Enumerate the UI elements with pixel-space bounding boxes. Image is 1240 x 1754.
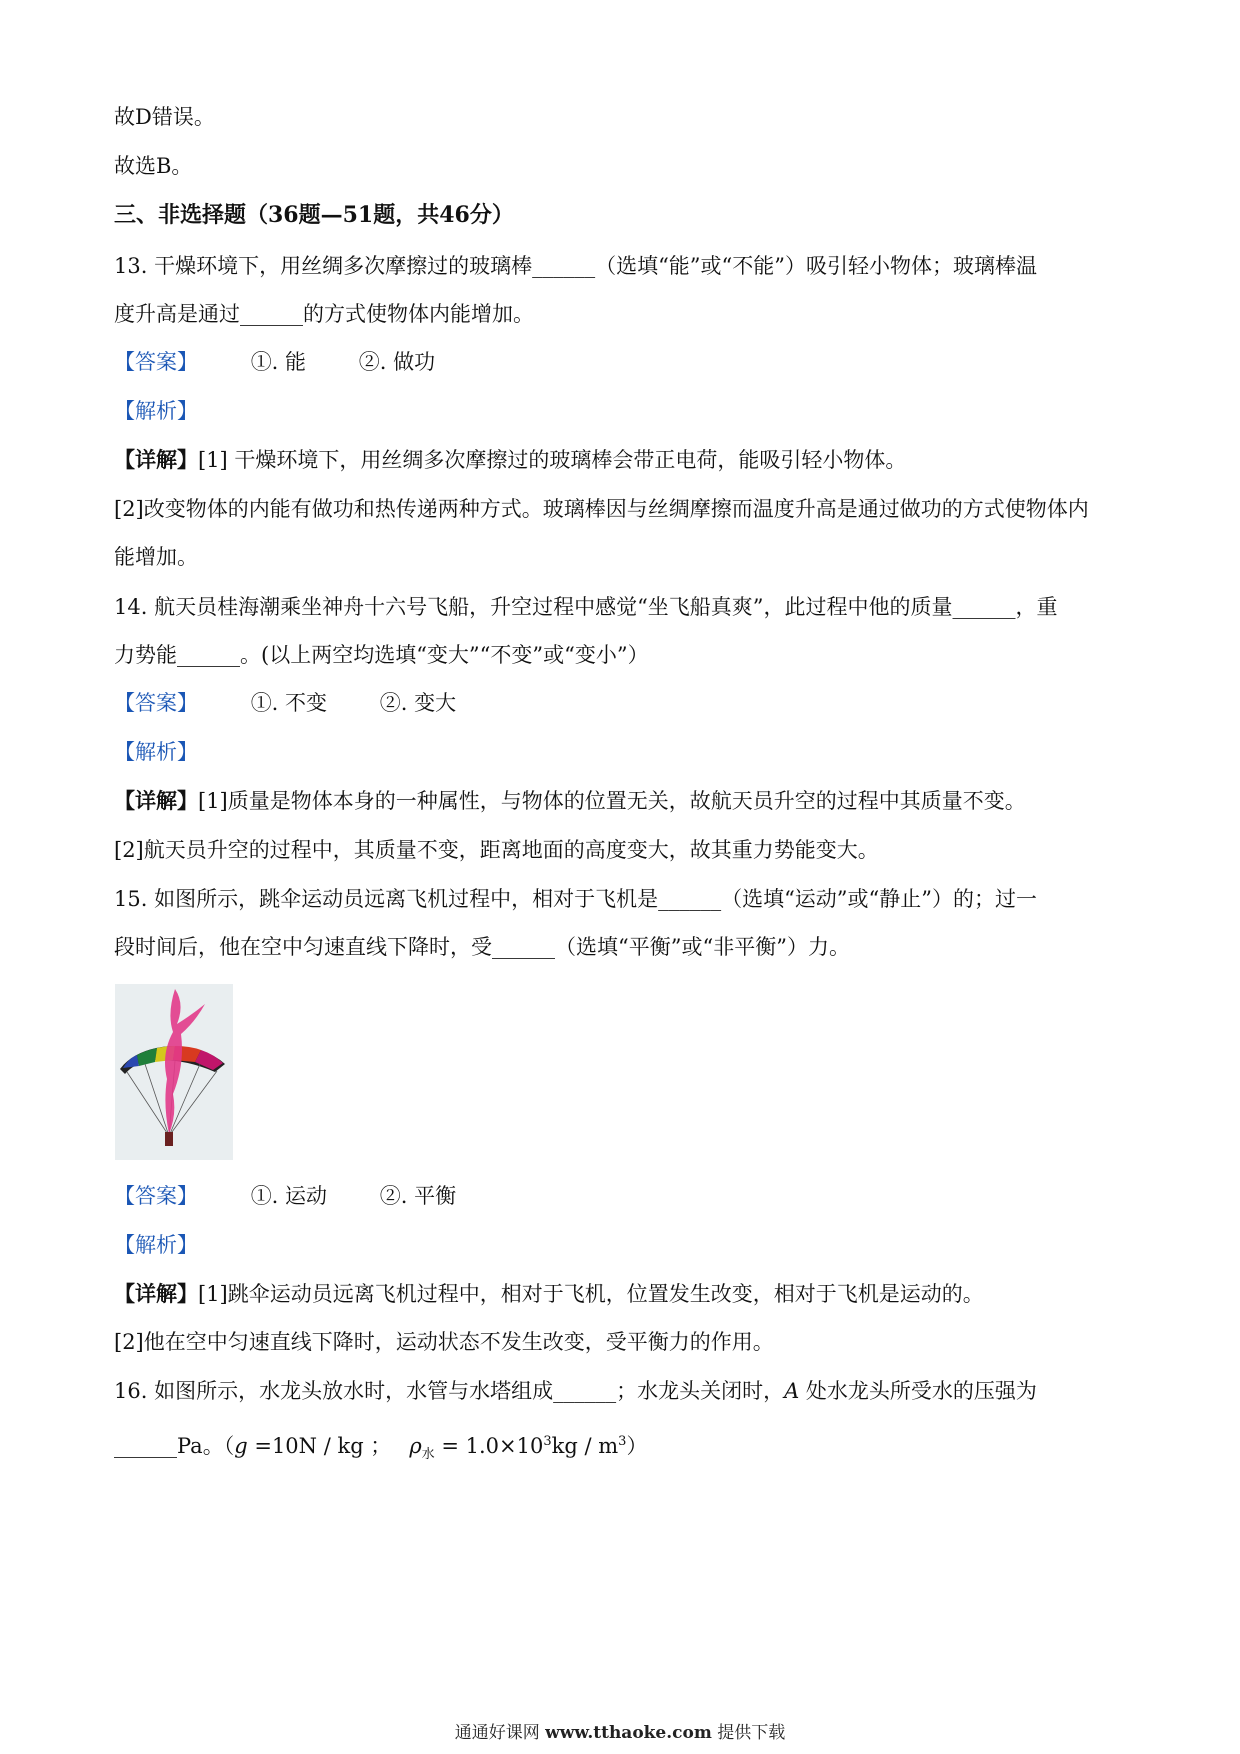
question-14-line-2: 力势能______。(以上两空均选填“变大”“不变”或“变小”） <box>114 643 649 667</box>
detail-text: [1]跳伞运动员远离飞机过程中，相对于飞机，位置发生改变，相对于飞机是运动的。 <box>198 1282 984 1306</box>
question-13-line-1: 13. 干燥环境下，用丝绸多次摩擦过的玻璃棒______（选填“能”或“不能”）吸引轻小物体；玻璃棒温 <box>114 254 1038 278</box>
q16-text: 处水龙头所受水的压强为 <box>799 1379 1037 1403</box>
detail-tag: 【详解】 <box>114 1281 198 1306</box>
section-heading: 三、非选择题（36题—51题，共46分） <box>114 202 514 228</box>
answer-tag: 【答案】 <box>114 1184 198 1208</box>
parachutist-image <box>115 984 233 1160</box>
answer-14 <box>114 689 456 717</box>
detail-line <box>114 787 1026 815</box>
answer-13 <box>114 348 435 376</box>
detail-tag: 【详解】 <box>114 788 198 813</box>
q16-var: ρ <box>409 1434 422 1458</box>
detail-line <box>114 1280 984 1308</box>
answer-item: ①. 能 <box>250 350 307 374</box>
text-line: 故选B。 <box>114 154 193 178</box>
analysis-tag: 【解析】 <box>114 740 198 764</box>
detail-tag: 【详解】 <box>114 447 198 472</box>
detail-text: [1] 干燥环境下，用丝绸多次摩擦过的玻璃棒会带正电荷，能吸引轻小物体。 <box>198 448 907 472</box>
footer-site-name: 通通好课网 <box>454 1723 540 1743</box>
answer-item: ②. 做功 <box>358 350 436 374</box>
answer-item: ②. 变大 <box>379 691 457 715</box>
q16-text: ） <box>626 1434 648 1458</box>
q16-var: g <box>234 1434 248 1458</box>
answer-tag: 【答案】 <box>114 691 198 715</box>
page-footer <box>0 1718 1240 1743</box>
q16-text: 16. 如图所示，水龙头放水时，水管与水塔组成______；水龙头关闭时， <box>114 1379 785 1403</box>
q16-var: A <box>784 1379 800 1403</box>
answer-item: ①. 不变 <box>250 691 328 715</box>
question-14-line-1: 14. 航天员桂海潮乘坐神舟十六号飞船，升空过程中感觉“坐飞船真爽”，此过程中他的质量______，重 <box>114 595 1058 619</box>
footer-download-text: 提供下载 <box>717 1723 786 1743</box>
q16-sup: 3 <box>543 1434 552 1449</box>
footer-url[interactable]: www.tthaoke.com <box>545 1723 712 1743</box>
detail-line: [2]航天员升空的过程中，其质量不变，距离地面的高度变大，故其重力势能变大。 <box>114 838 879 862</box>
answer-tag: 【答案】 <box>114 350 198 374</box>
answer-item: ①. 运动 <box>250 1184 328 1208</box>
analysis-tag: 【解析】 <box>114 1233 198 1257</box>
q16-text: = 1.0×10 <box>434 1434 544 1458</box>
question-16-line-2 <box>114 1428 647 1469</box>
answer-item: ②. 平衡 <box>379 1184 457 1208</box>
detail-line <box>114 446 906 474</box>
detail-line: [2]改变物体的内能有做功和热传递两种方式。玻璃棒因与丝绸摩擦而温度升高是通过做功的方式使物体内 <box>114 497 1089 521</box>
q16-sup: 3 <box>618 1434 627 1449</box>
question-15-line-2: 段时间后，他在空中匀速直线下降时，受______（选填“平衡”或“非平衡”）力。 <box>114 935 850 959</box>
q16-text: kg / m <box>551 1434 619 1458</box>
analysis-tag: 【解析】 <box>114 399 198 423</box>
detail-line: 能增加。 <box>114 545 198 569</box>
q16-sub: 水 <box>421 1447 435 1463</box>
q16-text: =10N / kg ； <box>247 1434 392 1458</box>
answer-15 <box>114 1182 456 1210</box>
question-15-line-1: 15. 如图所示，跳伞运动员远离飞机过程中，相对于飞机是______（选填“运动”或“静止”）的；过一 <box>114 887 1038 911</box>
question-16-line-1 <box>114 1377 1037 1405</box>
detail-line: [2]他在空中匀速直线下降时，运动状态不发生改变，受平衡力的作用。 <box>114 1330 774 1354</box>
detail-text: [1]质量是物体本身的一种属性，与物体的位置无关，故航天员升空的过程中其质量不变。 <box>198 789 1026 813</box>
text-line: 故D错误。 <box>114 105 215 129</box>
q16-text: ______Pa。（ <box>114 1434 235 1458</box>
question-13-line-2: 度升高是通过______的方式使物体内能增加。 <box>114 302 534 326</box>
